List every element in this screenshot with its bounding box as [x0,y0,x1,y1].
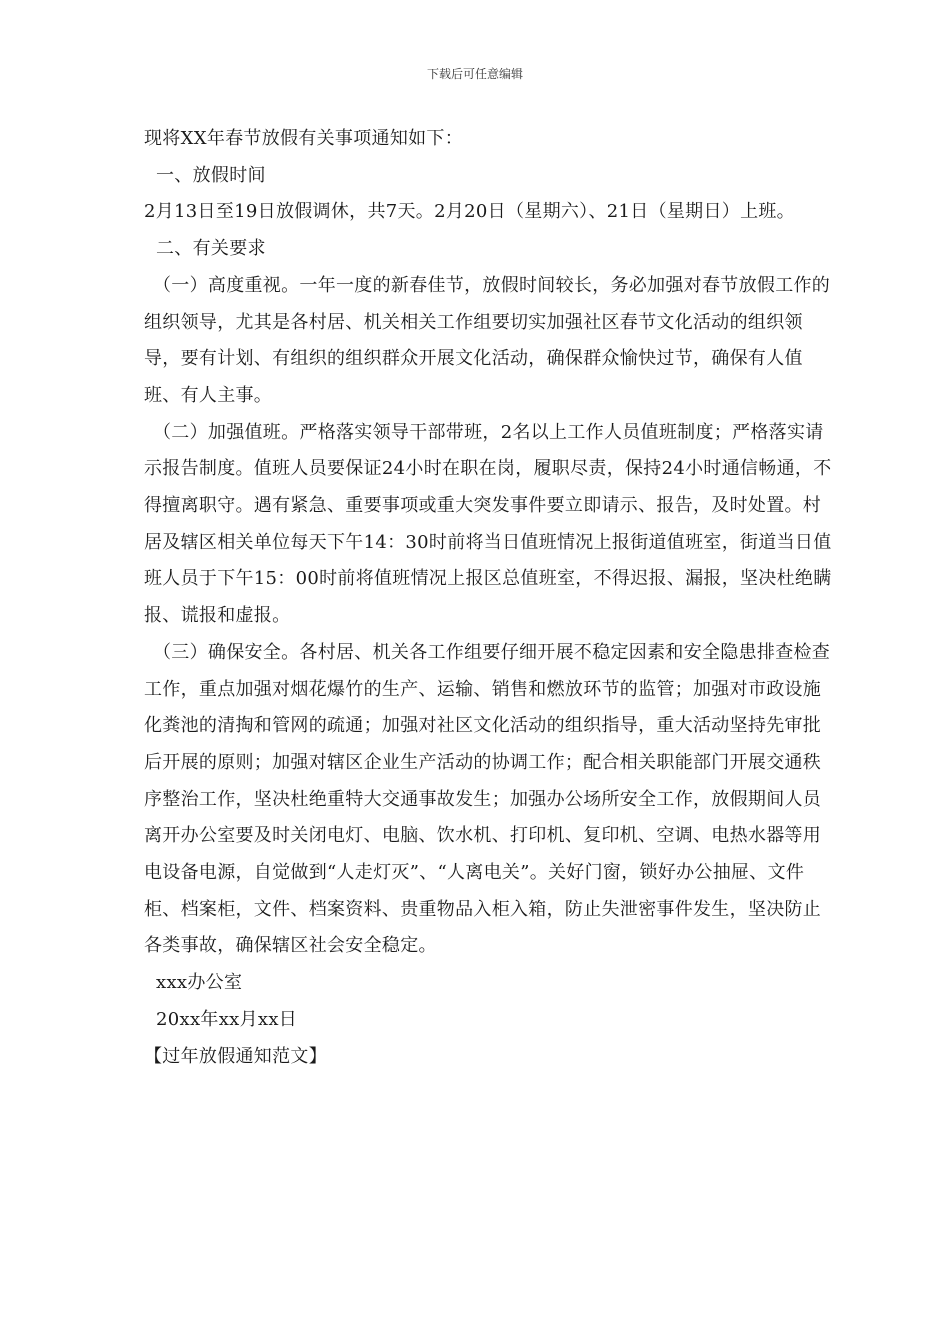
page-header: 下载后可任意编辑 [426,67,523,81]
intro-paragraph: 现将XX年春节放假有关事项通知如下： [144,128,464,149]
section-heading-holiday-time: 一、放假时间 [156,164,266,186]
template-title: 【过年放假通知范文】 [144,1045,327,1067]
signature-date: 20xx年xx月xx日 [156,1008,298,1030]
requirement-1-paragraph: （一）高度重视。一年一度的新春佳节，放假时间较长，务必加强对春节放假工作的组织领导，尤其是各村居、机关相关工作组要切实加强社区春节文化活动的组织领导，要有计划、有组织的组织群众开展文化活动，确保群众愉快过节，确保有人值班、有人主事。 [144,274,831,406]
holiday-schedule-paragraph: 2月13日至19日放假调休，共7天。2月20日（星期六）、21日（星期日）上班。 [144,201,795,223]
section-heading-requirements: 二、有关要求 [156,238,266,260]
requirement-2-paragraph: （二）加强值班。严格落实领导干部带班，2名以上工作人员值班制度；严格落实请示报告制度。值班人员要保证24小时在职在岗，履职尽责，保持24小时通信畅通，不得擅离职守。遇有紧急、重要事项或重大突发事件要立即请示、报告，及时处置。村居及辖区相关单位每天下午14：30时前将当日值班情况上报街道值班室，街道当日值班人员于下午15：00时前将值班情况上报区总值班室，不得迟报、漏报，坚决杜绝瞒报、谎报和虚报。 [144,421,832,627]
signature-office: xxx办公室 [156,972,243,994]
requirement-3-paragraph: （三）确保安全。各村居、机关各工作组要仔细开展不稳定因素和安全隐患排查检查工作，重点加强对烟花爆竹的生产、运输、销售和燃放环节的监管；加强对市政设施化粪池的清掏和管网的疏通；加强对社区文化活动的组织指导，重大活动坚持先审批后开展的原则；加强对辖区企业生产活动的协调工作；配合相关职能部门开展交通秩序整治工作，坚决杜绝重特大交通事故发生；加强办公场所安全工作，放假期间人员离开办公室要及时关闭电灯、电脑、饮水机、打印机、复印机、空调、电热水器等用电设备电源，自觉做到“人走灯灭”、“人离电关”。关好门窗，锁好办公抽屉、文件柜、档案柜，文件、档案资料、贵重物品入柜入箱，防止失泄密事件发生，坚决防止各类事故，确保辖区社会安全稳定。 [144,641,831,957]
document-body [144,121,834,1075]
